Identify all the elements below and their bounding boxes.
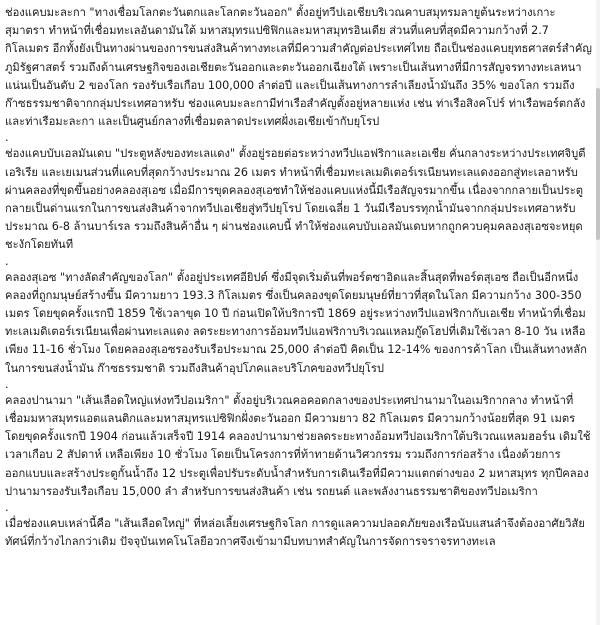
scrollbar-thumb[interactable]	[596, 88, 600, 240]
paragraph-separator: .	[5, 377, 9, 391]
paragraph-separator: .	[5, 254, 9, 268]
paragraph-separator: .	[5, 131, 9, 145]
paragraph-separator: .	[5, 501, 9, 515]
paragraph-suez-canal: คลองสุเอซ "ทางลัดสำคัญของโลก" ตั้งอยู่ประเทศอียิปต์ ซึ่งมีจุดเริ่มต้นที่พอร์ตซาอิดและสิ้นสุดที่พอร์ตสุเอซ ถือเป็นอีกหนึ่งคลองที่ถูกมนุษย์สร้างขึ้น มีความยาว 193.3 กิโลเมตร ซึ่งเป็นคลองขุดโดยมนุษย์ที่ยาวที่สุดในโลก มีความกว้าง 300-350 เมตร โดยขุดครั้งแรกปี 1859 ใช้เวลาขุด 10 ปี ก่อนเปิดให้บริการปี 1869 อยู่ระหว่างทวีปแอฟริกากับเอเชีย ทำหน้าที่เชื่อมทะเลเมดิเตอร์เรเนียนเพื่อผ่านทะเลแดง ลดระยะทางการอ้อมทวีปแอฟริกาบริเวณแหลมกู๊ดโฮปที่เดิมใช้เวลา 8-10 วัน เหลือเพียง 11-16 ชั่วโมง โดยคลองสุเอซรองรับเรือประมาณ 25,000 ลำต่อปี คิดเป็น 12-14% ของการค้าโลก เป็นเส้นทางหลักในการขนส่งน้ำมัน ก๊าซธรรมชาติ รวมถึงสินค้าอุปโภคและบริโภคของทวีปยุโรป	[5, 270, 587, 375]
paragraph-malacca-strait: ช่องแคบมะละกา "ทางเชื่อมโลกตะวันตกและโลกตะวันออก" ตั้งอยู่ทวีปเอเชียบริเวณคาบสมุทรมลายูต้นระหว่างเกาะสุมาตรา ทำหน้าที่เชื่อมทะเลอันดามันใต้ มหาสมุทรแปซิฟิกและมหาสมุทรอินเดีย ส่วนที่แคบที่สุดมีความกว้างที่ 2.7 กิโลเมตร อีกทั้งยังเป็นทางผ่านของการขนส่งสินค้าทางทะเลที่มีความสำคัญต่อประเทศไทย ถือเป็นช่องแคบยุทธศาสตร์สำคัญภูมิรัฐศาสตร์ รวมถึงด้านเศรษฐกิจของเอเชียตะวันออกและตะวันออกเฉียงใต้ เพราะเป็นเส้นทางที่มีการสัญจรทางทะเลหนาแน่นเป็นอันดับ 2 ของโลก รองรับเรือเกือบ 100,000 ลำต่อปี และเป็นเส้นทางการลำเลียงน้ำมันถึง 35% ของโลก รวมถึงก๊าซธรรมชาติจากกลุ่มประเทศอาหรับ ช่องแคบมะละกามีท่าเรือสำคัญตั้งอยู่หลายแห่ง เช่น ท่าเรือสิงคโปร์ ท่าเรือพอร์ตกลัง และท่าเรือมะละกา และเป็นศูนย์กลางที่เชื่อมตลาดประเทศฝั่งเอเชียเข้ากับยุโรป	[5, 6, 592, 129]
article-body	[5, 4, 595, 551]
vertical-scrollbar[interactable]	[596, 0, 600, 625]
paragraph-conclusion: เมื่อช่องแคบเหล่านี้คือ "เส้นเลือดใหญ่" ที่หล่อเลี้ยงเศรษฐกิจโลก การดูแลความปลอดภัยของเรือนับแสนลำจึงต้องอาศัยวิสัยทัศน์ที่กว้างไกลกว่าเดิม ปัจจุบันเทคโนโลยีอวกาศจึงเข้ามามีบทบาทสำคัญในการจัดการจราจรทางทะเล	[5, 517, 585, 549]
paragraph-panama-canal: คลองปานามา "เส้นเลือดใหญ่แห่งทวีปอเมริกา" ตั้งอยู่บริเวณคอคอดกลางของประเทศปานามาในอเมริกากลาง ทำหน้าที่เชื่อมมหาสมุทรแอตแลนติกและมหาสมุทรแปซิฟิกฝั่งตะวันออก มีความยาว 82 กิโลเมตร มีความกว้างน้อยที่สุด 91 เมตร โดยขุดครั้งแรกปี 1904 ก่อนแล้วเสร็จปี 1914 คลองปานามาช่วยลดระยะทางอ้อมทวีปอเมริกาใต้บริเวณแหลมฮอร์น เดิมใช้เวลาเกือบ 2 สัปดาห์ เหลือเพียง 10 ชั่วโมง โดยเป็นโครงการที่ท้าทายด้านวิศวกรรม รวมถึงการก่อสร้าง เนื่องด้วยการออกแบบและสร้างประตูกั้นน้ำถึง 12 ประตูเพื่อปรับระดับน้ำสำหรับการเดินเรือที่มีความแตกต่างของ 2 มหาสมุทร ทุกปีคลองปานามารองรับเรือเกือบ 15,000 ลำ สำหรับการขนส่งสินค้า เช่น รถยนต์ และพลังงานธรรมชาติของทวีปอเมริกา	[5, 393, 591, 498]
paragraph-bab-el-mandeb: ช่องแคบบับเอลมันเดบ "ประตูหลังของทะเลแดง" ตั้งอยู่รอยต่อระหว่างทวีปแอฟริกาและเอเชีย คั่นกลางระหว่างประเทศจิบูตี เอริเรีย และเยเมนส่วนที่แคบที่สุดกว้างประมาณ 26 เมตร ทำหน้าที่เชื่อมทะเลเมดิเตอร์เรเนียนทะเลแดงออกสู่ทะเลอาหรับผ่านคลองที่ขุดขึ้นอย่างคลองสุเอซ เมื่อมีการขุดคลองสุเอซทำให้ช่องแคบแห่งนี้มีเรือสัญจรมากขึ้น เนื่องจากกลายเป็นประตูกลายเป็นด่านแรกในการขนส่งสินค้าจากทวีปเอเชียสู่ทวีปยุโรป โดยเฉลี่ย 1 วันมีเรือบรรทุกน้ำมันจากกลุ่มประเทศอาหรับประมาณ 6-8 ล้านบาร์เรล รวมถึงสินค้าอื่น ๆ ผ่านช่องแคบนี้ ทำให้ช่องแคบบับเอลมันเดบหากถูกควบคุมคลองสุเอซจะหยุดชะงักโดยทันที	[5, 147, 586, 252]
